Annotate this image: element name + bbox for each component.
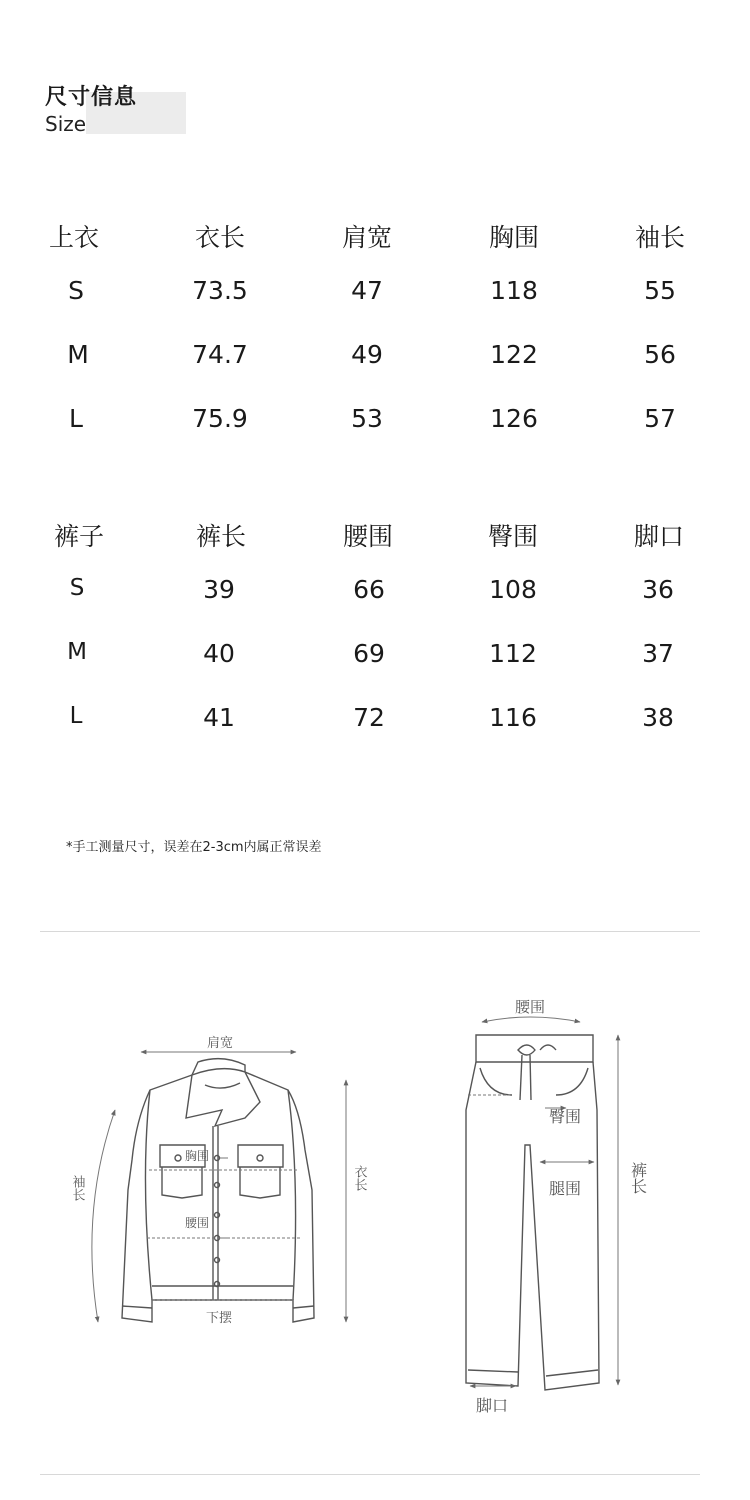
table-cell: 126 [490,404,538,433]
jacket-illustration [122,1059,314,1322]
page-title: 尺寸信息 [45,85,138,110]
table-cell: 40 [203,639,235,668]
measurement-note: *手工测量尺寸，误差在2-3cm内属正常误差 [66,840,322,855]
table-cell: 53 [351,404,383,433]
table-cell: 57 [644,404,676,433]
table-cell: L [69,404,83,433]
pants-illustration [466,1035,599,1390]
table-cell: 55 [644,276,676,305]
jacket-sleeve-label: 袖长 [69,1175,85,1201]
table-cell: 56 [644,340,676,369]
jacket-shoulder-label: 肩宽 [206,1036,234,1051]
divider [40,1474,700,1475]
table-cell: 49 [351,340,383,369]
jacket-hem-label: 下摆 [205,1311,233,1326]
table-header: 肩宽 [341,223,392,252]
table-cell: S [68,276,84,305]
table-cell: 122 [490,340,538,369]
table-cell: 47 [351,276,383,305]
jacket-length-label: 衣长 [351,1165,367,1191]
table-cell: 116 [489,703,537,732]
table-header: 臀围 [487,522,538,551]
pants-thigh-label: 腿围 [548,1179,582,1198]
table-cell: 38 [642,703,674,732]
table-cell: 69 [353,639,385,668]
table-cell: M [67,639,87,665]
table-header: 胸围 [488,223,539,252]
jacket-waist-label: 腰围 [184,1216,210,1230]
table-cell: 112 [489,639,537,668]
table-cell: 108 [489,575,537,604]
table-cell: 74.7 [192,340,248,369]
table-cell: L [69,703,83,729]
table-cell: 36 [642,575,674,604]
table-cell: 73.5 [192,276,248,305]
table-header: 衣长 [194,223,245,252]
table-header: 上衣 [48,223,99,252]
page-subtitle: Size [45,112,87,136]
table-cell: 41 [203,703,235,732]
table-header: 腰围 [342,522,393,551]
table-cell: 72 [353,703,385,732]
table-cell: 118 [490,276,538,305]
table-cell: 66 [353,575,385,604]
table-cell: 37 [642,639,674,668]
table-header: 脚口 [633,522,684,551]
jacket-chest-label: 胸围 [184,1149,210,1163]
pants-leg-opening-label: 脚口 [475,1396,509,1415]
table-header: 裤长 [195,522,246,551]
table-cell: S [69,575,85,601]
pants-hip-label: 臀围 [548,1107,582,1126]
pants-length-label: 裤长 [628,1162,648,1194]
table-header: 裤子 [53,522,104,551]
table-header: 袖长 [634,223,685,252]
table-cell: M [67,340,89,369]
table-cell: 75.9 [192,404,248,433]
table-cell: 39 [203,575,235,604]
pants-waist-label: 腰围 [514,998,546,1016]
